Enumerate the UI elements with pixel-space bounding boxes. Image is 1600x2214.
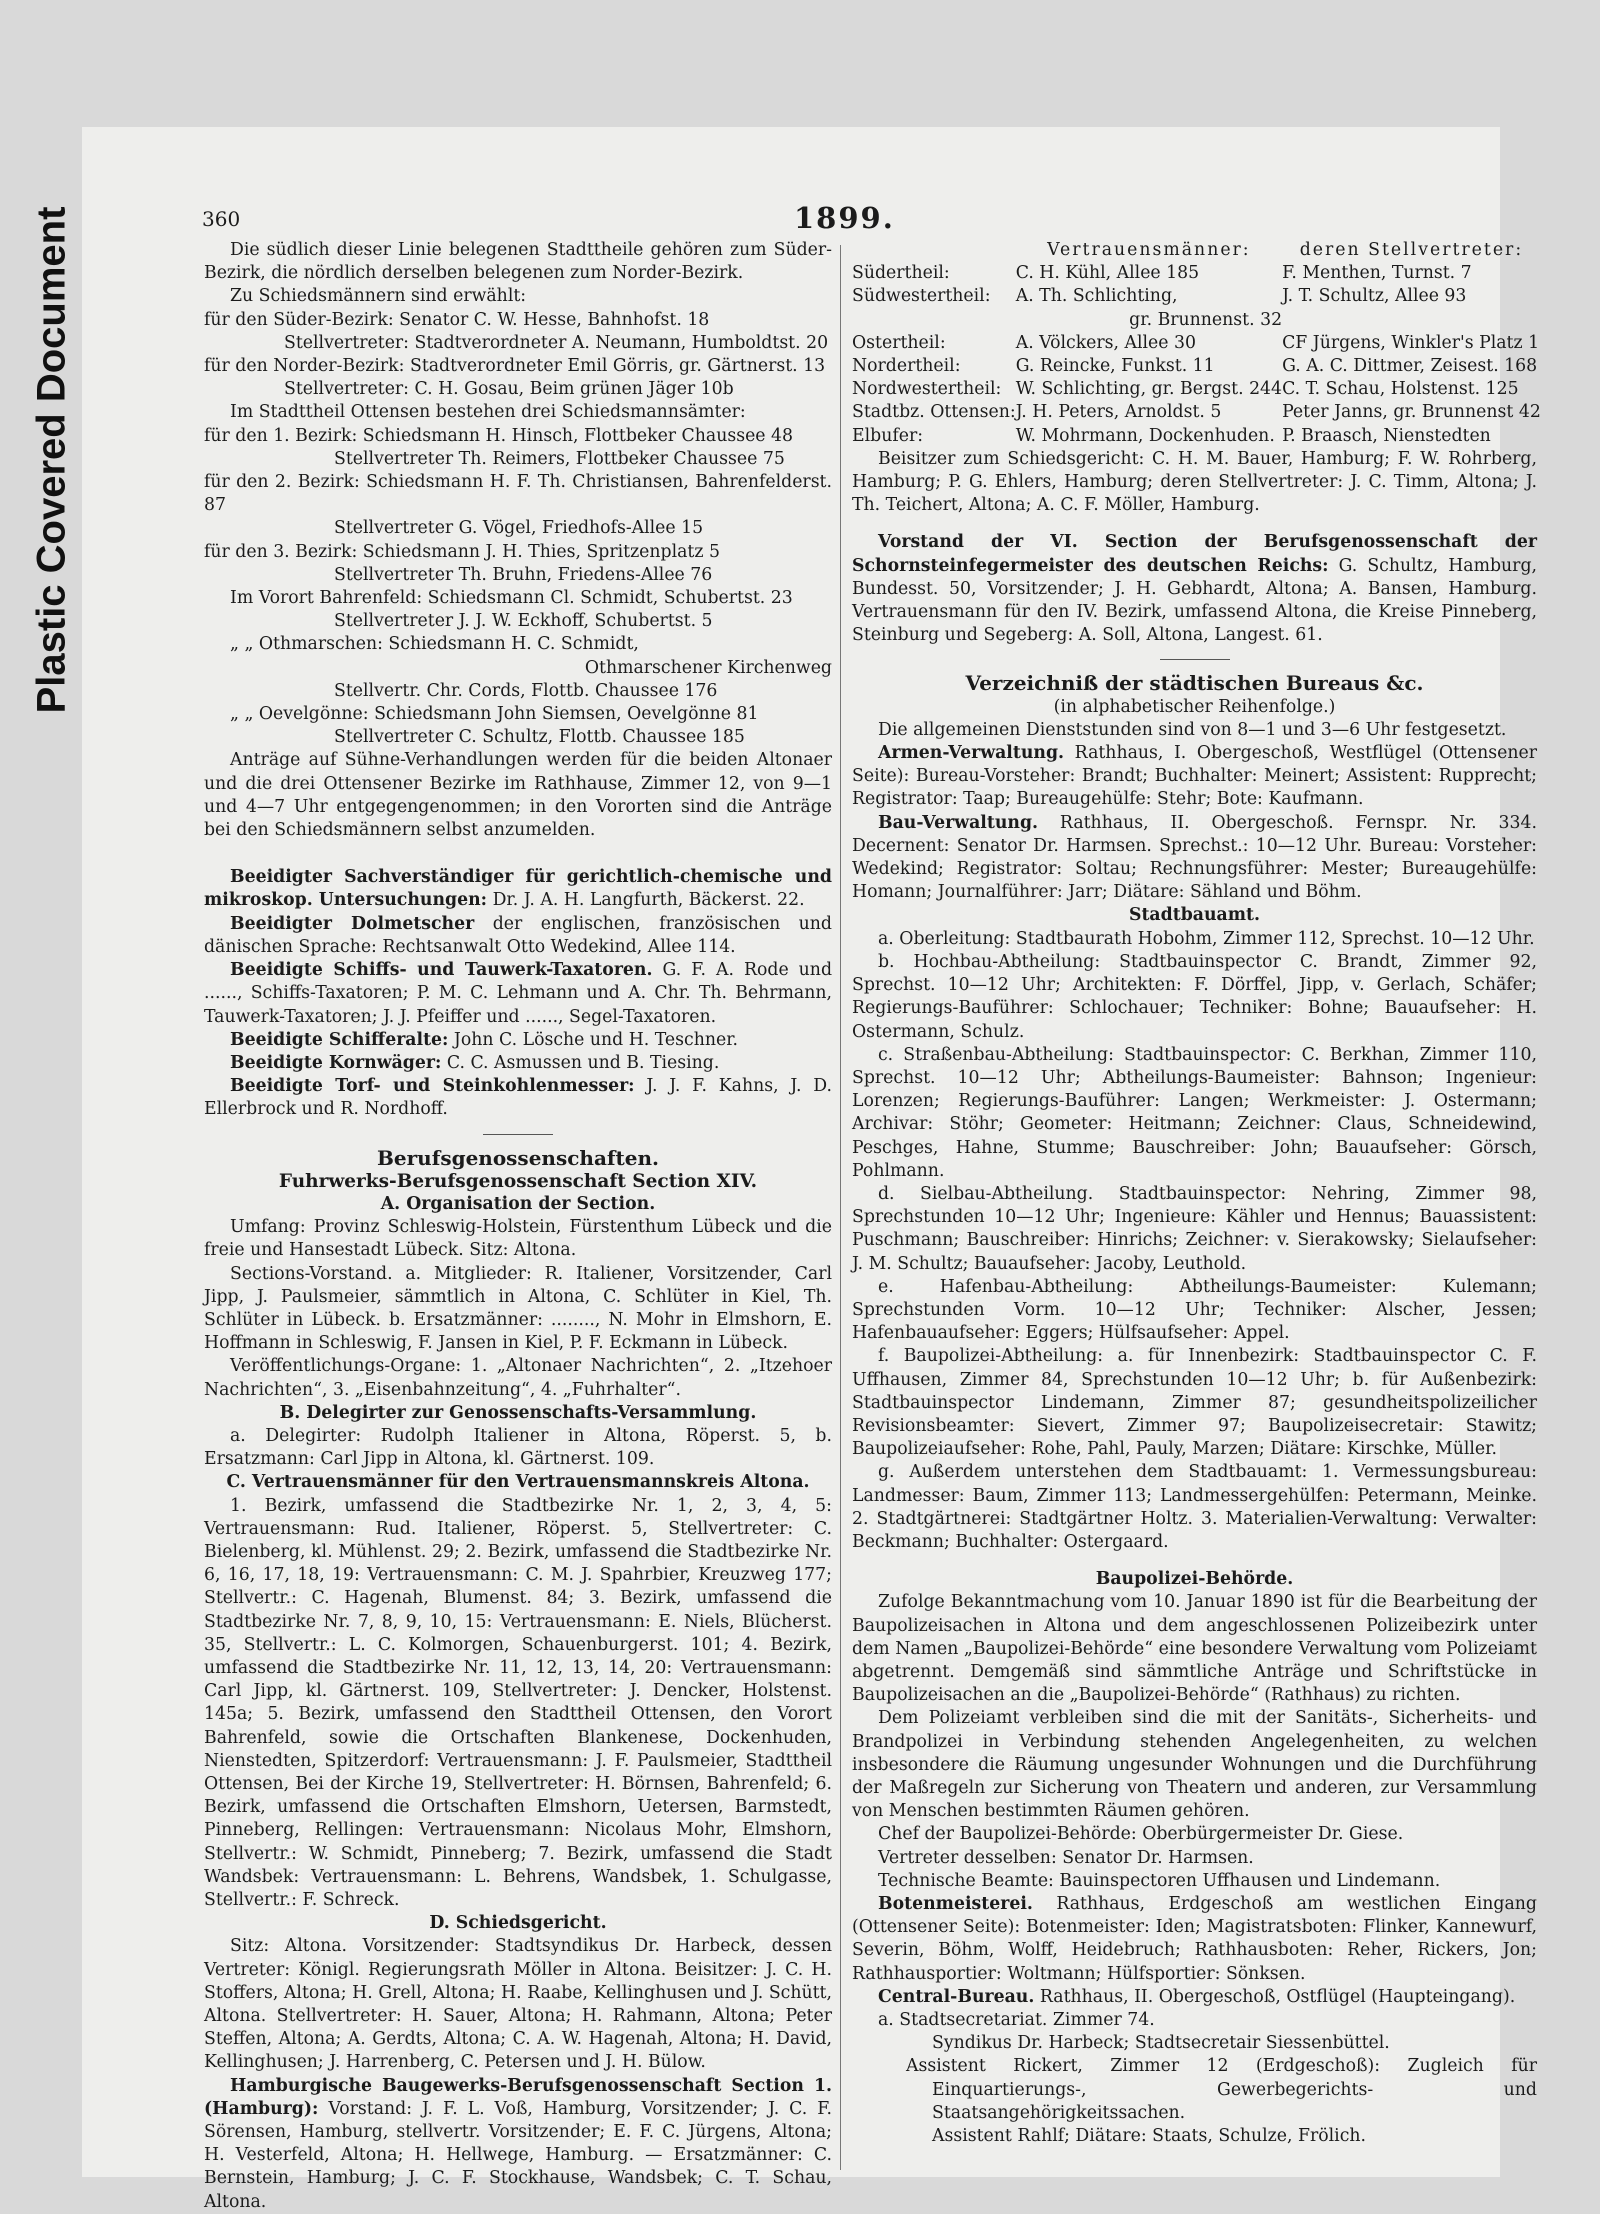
- bezirk-1-deputy: Stellvertreter Th. Reimers, Flottbeker Chaussee 75: [334, 448, 785, 469]
- hafenbau: e. Hafenbau-Abtheilung: Abtheilungs-Baumeister: Kulemann; Sprechstunden Vorm. 10—12 Uhr; Techniker: Alscher, Jessen; Hafenbauaufseher: Eggers; Hülfsaufseher: Appel.: [852, 1276, 1537, 1344]
- schifferalte-entry: Beeidigte Schifferalte: John C. Lösche und H. Teschner.: [230, 1029, 739, 1050]
- table-cell: A. Völckers, Allee 30: [1015, 332, 1196, 353]
- table-row: [852, 425, 1541, 448]
- section-rule: [483, 1134, 553, 1135]
- table-cell: Stadtbz. Ottensen:: [852, 402, 1016, 423]
- ausserdem: g. Außerdem unterstehen dem Stadtbauamt: 1. Vermessungsbureau: Landmesser: Baum, Zimmer 113; Landmessergehülfen: Petermann, Meinke. 2. Stadtgärtnerei: Stadtgärtner Holtz. 3. Materialien-Verwaltung: Verwalter: Beckmann; Buchhalter: Ostergaard.: [852, 1462, 1537, 1552]
- stadtbauamt-heading: Stadtbauamt.: [1128, 905, 1261, 926]
- stadtsecretariat: a. Stadtsecretariat. Zimmer 74.: [878, 2010, 1155, 2031]
- table-cell: Ostertheil:: [852, 332, 946, 353]
- bahrenfeld-deputy: Stellvertreter J. J. W. Eckhoff, Schubertst. 5: [334, 611, 713, 632]
- table-cell: [852, 309, 1016, 332]
- table-header-cell: deren Stellvertreter:: [1299, 240, 1524, 260]
- chef-baupolizei: Chef der Baupolizei-Behörde: Oberbürgermeister Dr. Giese.: [878, 1824, 1404, 1845]
- bekanntmachung: Zufolge Bekanntmachung vom 10. Januar 1890 ist für die Bearbeitung der Baupolizeisachen in Altona und dem angeschlossenen Polizeibezirk unter dem Namen „Baupolizei-Behörde“ eine besondere Verwaltung vom Polizeiamt abgetrennt. Demgemäß sind sämmtliche Anträge und Schriftstücke in Baupolizeisachen an die „Baupolizei-Behörde“ (Rathhaus) zu richten.: [852, 1592, 1537, 1706]
- baupolizei-abtheilung: f. Baupolizei-Abtheilung: a. für Innenbezirk: Stadtbauinspector C. F. Uffhausen, Zimmer 84, Sprechstunden 10—12 Uhr; b. für Außenbezirk: Stadtbauinspector Lindemann, Zimmer 87; gesundheitspolizeilicher Revisionsbeamter: Sievert, Zimmer 97; Baupolizeisecretair: Stawitz; Baupolizeiaufseher: Rohe, Pahl, Pauly, Marzen; Diätare: Kirschke, Müller.: [852, 1346, 1537, 1460]
- table-cell: Südertheil:: [852, 263, 950, 284]
- dienststunden: Die allgemeinen Dienststunden sind von 8—1 und 3—6 Uhr festgesetzt.: [878, 719, 1507, 740]
- vertreter: Vertreter desselben: Senator Dr. Harmsen.: [878, 1847, 1254, 1868]
- table-cell: [1282, 309, 1541, 332]
- othmarschen: „ „ Othmarschen: Schiedsmann H. C. Schmidt,: [230, 634, 639, 655]
- table-cell: J. T. Schultz, Allee 93: [1282, 286, 1467, 307]
- schiedsgericht-heading: D. Schiedsgericht.: [429, 1913, 607, 1934]
- bezirk-1: für den 1. Bezirk: Schiedsmann H. Hinsch, Flottbeker Chaussee 48: [204, 425, 794, 446]
- bau-verwaltung: Bau-Verwaltung. Rathhaus, II. Obergeschoß. Fernspr. Nr. 334. Decernent: Senator Dr. Harmsen. Sprechst.: 10—12 Uhr. Bureau: Vorsteher: Wedekind; Registrator: Soltau; Rechnungsführer: Mester; Bureaugehülfe: Homann; Journalführer: Jarr; Diätare: Sähland und Böhm.: [852, 812, 1537, 903]
- hochbau: b. Hochbau-Abtheilung: Stadtbauinspector C. Brandt, Zimmer 92, Sprechst. 10—12 Uhr; Architekten: F. Dörffel, Jipp, v. Gerlach, Schäfer; Regierungs-Bauführer: Schlochauer; Techniker: Bohne; Bauaufseher: H. Ostermann, Schulz.: [852, 951, 1537, 1042]
- delegirter: a. Delegirter: Rudolph Italiener in Altona, Röperst. 5, b. Ersatzmann: Carl Jipp in Altona, kl. Gärtnerst. 109.: [204, 1425, 832, 1470]
- table-row: [852, 378, 1541, 401]
- bureaus-heading: Verzeichniß der städtischen Bureaus &c.: [965, 671, 1424, 696]
- table-header-row: [852, 239, 1541, 262]
- table-cell: W. Mohrmann, Dockenhuden.: [1015, 425, 1275, 446]
- table-cell: A. Th. Schlichting,: [1015, 286, 1178, 307]
- syndikus: Syndikus Dr. Harbeck; Stadtsecretair Siessenbüttel.: [932, 2033, 1390, 2054]
- table-row: [852, 332, 1541, 355]
- page-year: 1899.: [794, 201, 895, 235]
- column-divider: [840, 245, 841, 2170]
- bahrenfeld: Im Vorort Bahrenfeld: Schiedsmann Cl. Schmidt, Schubertst. 23: [230, 588, 793, 609]
- armen-verwaltung: Armen-Verwaltung. Rathhaus, I. Obergeschoß, Westflügel (Ottensener Seite): Bureau-Vorsteher: Brandt; Buchhalter: Meinert; Assistent: Rupprecht; Registrator: Taap; Bureaugehülfe: Stehr; Bote: Kaufmann.: [852, 743, 1537, 810]
- table-cell: CF Jürgens, Winkler's Platz 1: [1282, 332, 1540, 353]
- suehne-note: Anträge auf Sühne-Verhandlungen werden für die beiden Altonaer und die drei Ottensener Bezirke im Rathhause, Zimmer 12, von 9—1 und 4—7 Uhr entgegengenommen; in den Vororten sind die Anträge bei den Schiedsmännern selbst anzumelden.: [204, 750, 832, 841]
- oevelgoenne-deputy: Stellvertreter C. Schultz, Flottb. Chaussee 185: [334, 727, 745, 748]
- table-cell: J. H. Peters, Arnoldst. 5: [1015, 402, 1222, 423]
- kornwaeger-entry: Beeidigte Kornwäger: C. C. Asmussen und B. Tiesing.: [230, 1052, 720, 1073]
- othmarschen-address: Othmarschener Kirchenweg: [584, 657, 832, 678]
- oevelgoenne: „ „ Oevelgönne: Schiedsmann John Siemsen, Oevelgönne 81: [230, 704, 759, 725]
- table-cell: Peter Janns, gr. Brunnenst 42: [1282, 402, 1541, 423]
- organisation-heading: A. Organisation der Section.: [380, 1193, 656, 1214]
- veroeffentlichungs-organe: Veröffentlichungs-Organe: 1. „Altonaer Nachrichten“, 2. „Itzehoer Nachrichten“, 3. „Eisenbahnzeitung“, 4. „Fuhrhalter“.: [204, 1356, 832, 1400]
- assistent-rickert: Assistent Rickert, Zimmer 12 (Erdgeschoß): Zugleich für Einquartierungs-, Gewerbegerichts- und Staatsangehörigkeitssachen.: [906, 2056, 1537, 2123]
- table-row: [852, 309, 1541, 332]
- schornsteinfeger-entry: Vorstand der VI. Section der Berufsgenossenschaft der Schornsteinfegermeister des deutschen Reichs: G. Schultz, Hamburg, Bundesst. 50, Vorsitzender; J. H. Gebhardt, Altona; A. Bansen, Hamburg. Vertrauensmann für den IV. Bezirk, umfassend Altona, die Kreise Pinneberg, Steinburg und Segeberg: A. Soll, Altona, Langest. 61.: [852, 532, 1537, 646]
- table-row: [852, 285, 1541, 308]
- bezirk-3-deputy: Stellvertreter Th. Bruhn, Friedens-Allee 76: [334, 564, 713, 585]
- table-cell: Elbufer:: [852, 425, 924, 446]
- table-header-cell: Vertrauensmänner:: [1047, 240, 1251, 260]
- table-row: [852, 355, 1541, 378]
- baupolizei-behoerde-heading: Baupolizei-Behörde.: [1095, 1569, 1294, 1590]
- dolmetscher-entry: Beeidigter Dolmetscher der englischen, französischen und dänischen Sprache: Rechtsanwalt Otto Wedekind, Allee 114.: [204, 913, 832, 957]
- hamburgische-entry: Hamburgische Baugewerks-Berufsgenossenschaft Section 1. (Hamburg): Vorstand: J. F. L. Voß, Hamburg, Vorsitzender; J. C. F. Sörensen, Hamburg, stellvertr. Vorsitzender; E. F. C. Jürgens, Altona; H. Vesterfeld, Altona; H. Hellwege, Hamburg. — Ersatzmänner: C. Bernstein, Hamburg; J. C. F. Stockhause, Wandsbek; C. T. Schau, Altona.: [204, 2075, 832, 2212]
- oberleitung: a. Oberleitung: Stadtbaurath Hobohm, Zimmer 112, Sprechst. 10—12 Uhr.: [878, 928, 1535, 949]
- side-label: Plastic Covered Document: [29, 206, 74, 714]
- umfang: Umfang: Provinz Schleswig-Holstein, Fürstenthum Lübeck und die freie und Hansestadt Lübeck. Sitz: Altona.: [204, 1217, 832, 1261]
- vertrauensmaenner-heading: C. Vertrauensmänner für den Vertrauensmannskreis Altona.: [226, 1472, 810, 1493]
- table-cell: F. Menthen, Turnst. 7: [1282, 263, 1472, 284]
- table-cell: C. H. Kühl, Allee 185: [1015, 263, 1200, 284]
- table-row: [852, 401, 1541, 424]
- bezirk-2-deputy: Stellvertreter G. Vögel, Friedhofs-Allee 15: [334, 518, 704, 539]
- norder-deputy: Stellvertreter: C. H. Gosau, Beim grünen Jäger 10b: [284, 379, 734, 400]
- central-bureau: Central-Bureau. Rathhaus, II. Obergeschoß, Ostflügel (Haupteingang).: [878, 1986, 1516, 2007]
- table-cell: G. A. C. Dittmer, Zeisest. 168: [1282, 356, 1538, 377]
- bezirk-2: für den 2. Bezirk: Schiedsmann H. F. Th. Christiansen, Bahrenfelderst. 87: [204, 472, 832, 516]
- table-cell: G. Reincke, Funkst. 11: [1015, 356, 1215, 377]
- scanned-page: [82, 127, 1541, 2212]
- right-column: [852, 239, 1541, 2148]
- beisitzer-schiedsgericht: Beisitzer zum Schiedsgericht: C. H. M. Bauer, Hamburg; F. W. Rohrberg, Hamburg; P. G. Ehlers, Hamburg; deren Stellvertreter: J. C. Timm, Altona; J. Th. Teichert, Altona; A. C. F. Möller, Hamburg.: [852, 448, 1537, 516]
- berufsgenossenschaften-heading: Berufsgenossenschaften.: [377, 1145, 659, 1170]
- table-cell: W. Schlichting, gr. Bergst. 244: [1015, 379, 1283, 400]
- left-column: [204, 239, 832, 2214]
- table-cell: Südwestertheil:: [852, 286, 991, 307]
- table-cell: Nordwestertheil:: [852, 379, 1002, 400]
- page-header: [82, 201, 1500, 243]
- arbiters-intro: Zu Schiedsmännern sind erwählt:: [230, 286, 527, 307]
- sections-vorstand: Sections-Vorstand. a. Mitglieder: R. Italiener, Vorsitzender, Carl Jipp, J. Paulsmeier, sämmtlich in Altona, C. Schlüter in Kiel, Th. Schlüter in Lübeck. b. Ersatzmänner: ........, N. Mohr in Elmshorn, E. Hoffmann in Schleswig, F. Jansen in Kiel, P. F. Eckmann in Lübeck.: [204, 1263, 832, 1354]
- table-cell: P. Braasch, Nienstedten: [1282, 425, 1491, 446]
- othmarschen-deputy: Stellvertr. Chr. Cords, Flottb. Chaussee 176: [334, 680, 718, 701]
- sued-deputy: Stellvertreter: Stadtverordneter A. Neumann, Humboldtst. 20: [284, 332, 829, 353]
- bezirk-3: für den 3. Bezirk: Schiedsmann J. H. Thies, Spritzenplatz 5: [204, 541, 720, 562]
- table-row: [852, 262, 1541, 285]
- district-note: Die südlich dieser Linie belegenen Stadttheile gehören zum Süder-Bezirk, die nördlich derselben belegenen zum Norder-Bezirk.: [204, 240, 832, 284]
- norder-bezirk: für den Norder-Bezirk: Stadtverordneter Emil Görris, gr. Gärtnerst. 13: [204, 356, 826, 377]
- strassenbau: c. Straßenbau-Abtheilung: Stadtbauinspector: C. Berkhan, Zimmer 110, Sprechst. 10—12 Uhr; Abtheilungs-Baumeister: Bahnson; Ingenieur: Lorenzen; Regierungs-Bauführer: Langen; Werkmeister: J. Ostermann; Archivar: Stöhr; Geometer: Heitmann; Zeichner: Claus, Schneidewind, Peschges, Hahne, Stumme; Bauschreiber: John; Bauaufseher: Görsch, Pohlmann.: [852, 1044, 1537, 1181]
- delegirter-heading: B. Delegirter zur Genossenschafts-Versammlung.: [279, 1402, 757, 1423]
- polizeiamt: Dem Polizeiamt verbleiben sind die mit der Sanitäts-, Sicherheits- und Brandpolizei in Verbindung stehenden Angelegenheiten, zu welchen insbesondere die Räumung ungesunder Wohnungen und die Durchführung der Maßregeln zur Sicherung von Theatern und anderen, zur Versammlung von Menschen bestimmten Räumen gehören.: [852, 1708, 1537, 1822]
- sued-bezirk: für den Süder-Bezirk: Senator C. W. Hesse, Bahnhofst. 18: [204, 309, 710, 330]
- assistent-rahlf: Assistent Rahlf; Diätare: Staats, Schulze, Frölich.: [932, 2126, 1366, 2147]
- vertrauensmaenner-table: [852, 239, 1541, 448]
- schiedsgericht: Sitz: Altona. Vorsitzender: Stadtsyndikus Dr. Harbeck, dessen Vertreter: Königl. Regierungsrath Möller in Altona. Beisitzer: J. C. H. Stoffers, Altona; H. Grell, Altona; H. Raabe, Kellinghusen und J. Schütt, Altona. Stellvertreter: H. Sauer, Altona; H. Rahmann, Altona; Peter Steffen, Altona; A. Gerdts, Altona; C. A. W. Hagenah, Altona; H. David, Kellinghusen; J. Harrenberg, C. Petersen und J. H. Bülow.: [204, 1936, 832, 2073]
- vertrauensmaenner-list: 1. Bezirk, umfassend die Stadtbezirke Nr. 1, 2, 3, 4, 5: Vertrauensmann: Rud. Italiener, Röperst. 5, Stellvertreter: C. Bielenberg, kl. Mühlenst. 29; 2. Bezirk, umfassend die Stadtbezirke Nr. 6, 16, 17, 18, 19: Vertrauensmann: C. M. J. Spahrbier, Kreuzweg 177; Stellvertr.: C. Hagenah, Blumenst. 84; 3. Bezirk, umfassend die Stadtbezirke Nr. 7, 8, 9, 10, 15: Vertrauensmann: E. Niels, Blücherst. 35, Stellvertr.: L. C. Kolmorgen, Schauenburgerst. 101; 4. Bezirk, umfassend die Stadtbezirke Nr. 11, 12, 13, 14, 20: Vertrauensmann: Carl Jipp, kl. Gärtnerst. 109, Stellvertreter: J. Dencker, Holstenst. 145a; 5. Bezirk, umfassend den Stadttheil Ottensen, den Vorort Bahrenfeld, sowie die Ortschaften Blankenese, Dockenhuden, Nienstedten, Spitzerdorf: Vertrauensmann: J. F. Paulsmeier, Stadttheil Ottensen, Bei der Kirche 19, Stellvertreter: H. Börnsen, Bahrenfeld; 6. Bezirk, umfassend die Ortschaften Elmshorn, Uetersen, Barmstedt, Pinneberg, Rellingen: Vertrauensmann: Nicolaus Mohr, Elmshorn, Stellvertr.: W. Schmidt, Pinneberg; 7. Bezirk, umfassend die Stadt Wandsbek: Vertrauensmann: L. Behrens, Wandsbek, 1. Schulgasse, Stellvertr.: F. Schreck.: [204, 1495, 832, 1911]
- steinkohlenmesser-entry: Beeidigte Torf- und Steinkohlenmesser: J. J. F. Kahns, J. D. Ellerbrock und R. Nordhoff.: [204, 1076, 832, 1120]
- botenmeisterei: Botenmeisterei. Rathhaus, Erdgeschoß am westlichen Eingang (Ottensener Seite): Botenmeister: Iden; Magistratsboten: Flinker, Kannewurf, Severin, Böhm, Wolff, Heidebruch; Rathhausboten: Reher, Rickers, Jon; Rathhausportier: Woltmann; Hülfsportier: Sönksen.: [852, 1894, 1537, 1984]
- ottensen-intro: Im Stadttheil Ottensen bestehen drei Schiedsmannsämter:: [230, 402, 746, 423]
- fuhrwerks-heading: Fuhrwerks-Berufsgenossenschaft Section XIV.: [278, 1170, 758, 1192]
- sielbau: d. Sielbau-Abtheilung. Stadtbauinspector: Nehring, Zimmer 98, Sprechstunden 10—12 Uhr; Ingenieure: Kähler und Hennus; Bauassistent: Puschmann; Bauschreiber: Hinrichs; Zeichner: v. Sierakowsky; Sielaufseher: J. M. Schultz; Bauaufseher: Jacoby, Leuthold.: [852, 1183, 1537, 1274]
- bureaus-subheading: (in alphabetischer Reihenfolge.): [1053, 696, 1336, 717]
- page-number: 360: [202, 207, 241, 231]
- taxatoren-entry: Beeidigte Schiffs- und Tauwerk-Taxatoren. G. F. A. Rode und ......, Schiffs-Taxatoren; P. M. C. Lehmann und A. Chr. Th. Behrmann, Tauwerk-Taxatoren; J. J. Pfeiffer und ......, Segel-Taxatoren.: [204, 960, 833, 1027]
- table-cell: C. T. Schau, Holstenst. 125: [1282, 379, 1519, 400]
- table-cell: Nordertheil:: [852, 356, 961, 377]
- section-rule: [1160, 659, 1230, 660]
- table-cell: gr. Brunnenst. 32: [1129, 309, 1283, 330]
- technische-beamte: Technische Beamte: Bauinspectoren Uffhausen und Lindemann.: [878, 1870, 1441, 1891]
- sachverstaendiger-entry: Beeidigter Sachverständiger für gerichtlich-chemische und mikroskop. Untersuchungen: Dr. J. A. H. Langfurth, Bäckerst. 22.: [204, 867, 832, 911]
